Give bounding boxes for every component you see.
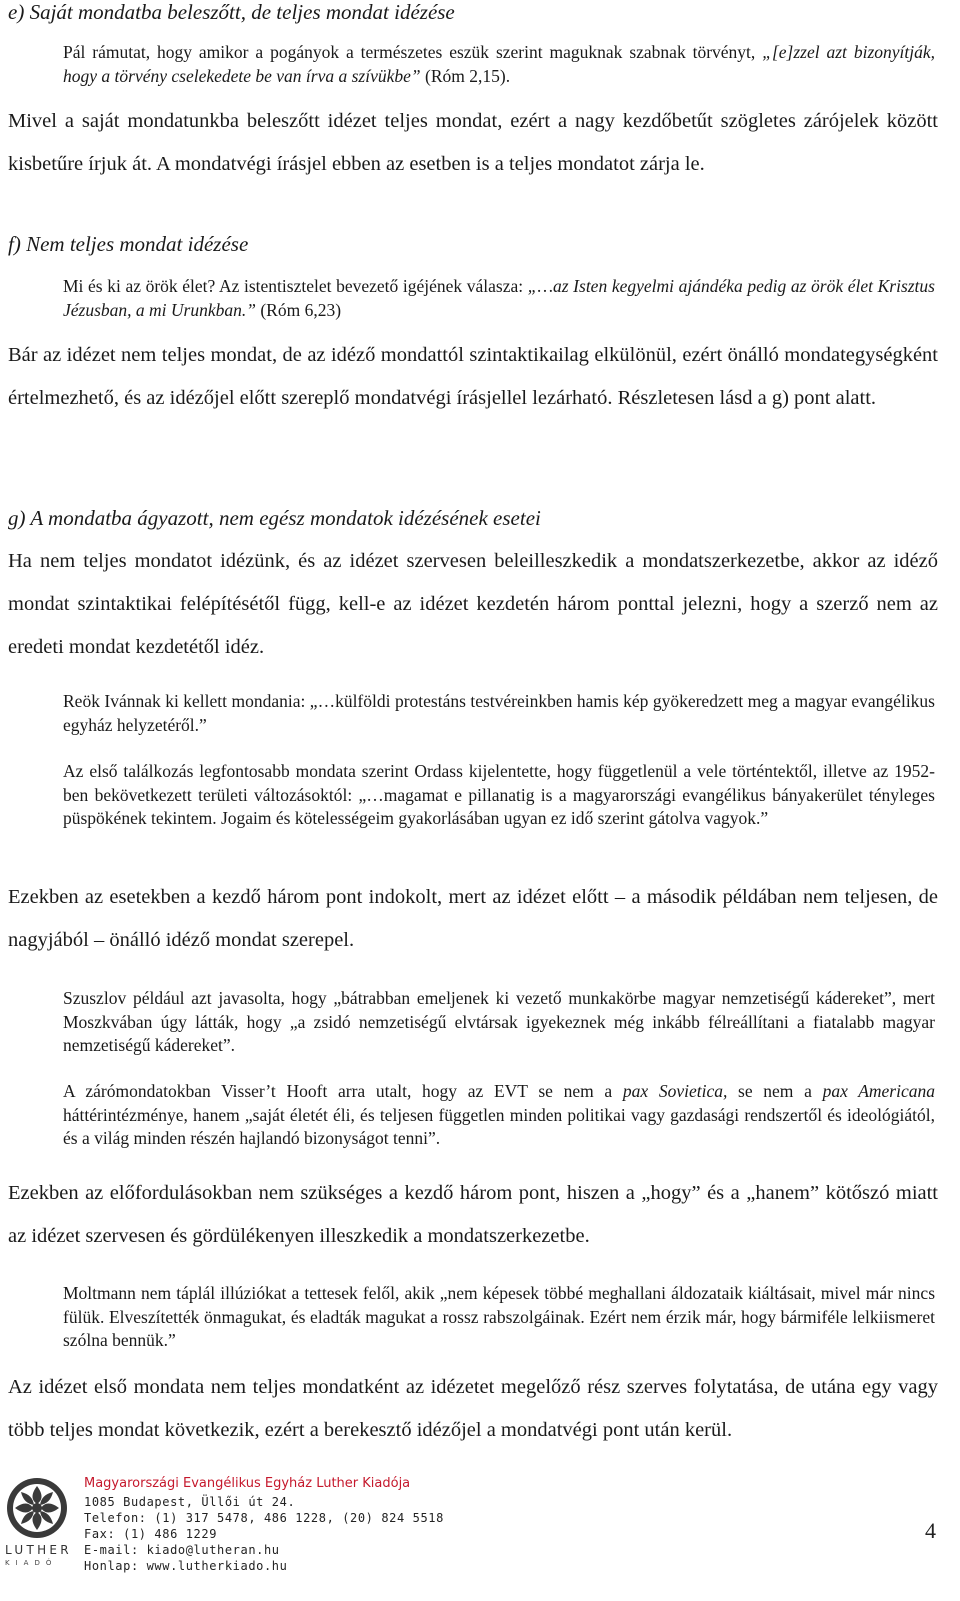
publisher-website: Honlap: www.lutherkiado.hu [84,1559,288,1573]
quote-text: háttérintézménye, hanem „saját életét éli, és teljesen független minden politikai vagy gazdasági rendszertől és ideológiától, és a világ minden részén hajlandó bizonyságot tenni”. [63,1104,935,1148]
section-g-quote-2: Az első találkozás legfontosabb mondata szerint Ordass kijelentette, hogy függetlenül a vele történtektől, illetve az 1952-ben bekövetkezett területi változásoktól: „…magamat e pillanatig is a magyarországi evangélikus bányakerület tényleges püspökének tekintem. Jogaim és kötelességeim gyakorlásában ugyan ez idő szerint gátolva vagyok.” [63,761,935,828]
quote-reference: (Róm 6,23) [255,299,342,320]
quote-text: Pál rámutat, hogy amikor a pogányok a természetes eszük szerint maguknak szabnak törvényt, [63,42,763,62]
quote-italic: „…az Isten kegyelmi ajándéka pedig az örök élet Krisztus Jézusban, a mi Urunkban.” [63,276,935,320]
publisher-address: 1085 Budapest, Üllői út 24. [84,1495,296,1509]
section-g-quote-1: Reök Ivánnak ki kellett mondania: „…külföldi protestáns testvéreinkben hamis kép gyökeredzett meg a magyar evangélikus egyház helyzetéről.” [63,691,935,735]
luther-rose-logo-icon [5,1476,69,1540]
section-g-quote-5: Moltmann nem táplál illúziókat a tettesek felől, akik „nem képesek többé meghallani áldozataik kiáltásait, mivel már nincs fülük. Elveszítették önmagukat, és eladták magukat a rossz rabszolgáinak. Ezért nem érzik már, hogy bármiféle lelkiismeret szólna bennük.” [63,1283,935,1350]
section-e-explanation: Mivel a saját mondatunkba beleszőtt idézet teljes mondat, ezért a nagy kezdőbetűt szögletes zárójelek között kisbetűre írjuk át. A mondatvégi írásjel ebben az esetben is a teljes mondatot zárja le. [8,110,938,175]
page-number: 4 [925,1518,936,1543]
quote-text: se nem a [727,1081,823,1101]
quote-text: Mi és ki az örök élet? Az istentisztelet bevezető igéjének válasza: [63,276,528,296]
quote-italic: „[e]zzel azt bizonyítják, hogy a törvény cselekedete be van írva a szívükbe” [63,42,936,86]
section-f-heading: f) Nem teljes mondat idézése [8,232,249,256]
page-footer [0,1470,960,1601]
section-g-paragraph-3: Ezekben az előfordulásokban nem szükséges a kezdő három pont, hiszen a „hogy” és a „hanem” kötőszó miatt az idézet szervesen és gördülékenyen illeszkedik a mondatszerkezetbe. [8,1182,938,1247]
publisher-fax: Fax: (1) 486 1229 [84,1527,218,1541]
section-g-heading: g) A mondatba ágyazott, nem egész mondatok idézésének esetei [8,506,541,530]
section-g-paragraph-1: Ha nem teljes mondatot idézünk, és az idézet szervesen beleilleszkedik a mondatszerkezetbe, akkor az idéző mondat szintaktikai felépítésétől függ, kell-e az idézet kezdetén három ponttal jelezni, hogy a szerző nem az eredeti mondat kezdetétől idéz. [8,550,938,658]
logo-subtitle: KIADÓ [5,1559,58,1567]
section-g-quote-4 [63,1080,935,1151]
quote-italic: pax Sovietica, [622,1081,728,1101]
section-g-quote-3: Szuszlov például azt javasolta, hogy „bátrabban emeljenek ki vezető munkakörbe magyar nemzetiségű kádereket”, mert Moszkvában úgy látták, hogy „a zsidó nemzetiségű elvtársak igyekeznek még inkább félreállítani a fiatalabb magyar nemzetiségű kádereket”. [63,988,935,1055]
logo-wordmark: LUTHER [5,1543,72,1557]
section-e-heading: e) Saját mondatba beleszőtt, de teljes mondat idézése [8,0,455,24]
publisher-name: Magyarországi Evangélikus Egyház Luther Kiadója [84,1476,411,1491]
section-g-paragraph-2: Ezekben az esetekben a kezdő három pont indokolt, mert az idézet előtt – a második példában nem teljesen, de nagyjából – önálló idéző mondat szerepel. [8,886,938,951]
quote-reference: (Róm 2,15). [420,65,511,86]
quote-italic: pax Americana [822,1081,936,1101]
section-f-explanation: Bár az idézet nem teljes mondat, de az idéző mondattól szintaktikailag elkülönül, ezért önálló mondategységként értelmezhető, és az idézőjel előtt szereplő mondatvégi írásjellel lezárható. Részletesen lásd a g) pont alatt. [8,344,938,409]
publisher-phone: Telefon: (1) 317 5478, 486 1228, (20) 824 5518 [84,1511,444,1525]
publisher-email: E-mail: kiado@lutheran.hu [84,1543,280,1557]
quote-text: A zárómondatokban Visser’t Hooft arra utalt, hogy az EVT se nem a [63,1081,623,1101]
section-e-quote [63,41,935,88]
section-f-quote [63,275,935,322]
section-g-paragraph-4: Az idézet első mondata nem teljes mondatként az idézetet megelőző rész szerves folytatása, de utána egy vagy több teljes mondat következik, ezért a berekesztő idézőjel a mondatvégi pont után kerül. [8,1376,938,1441]
